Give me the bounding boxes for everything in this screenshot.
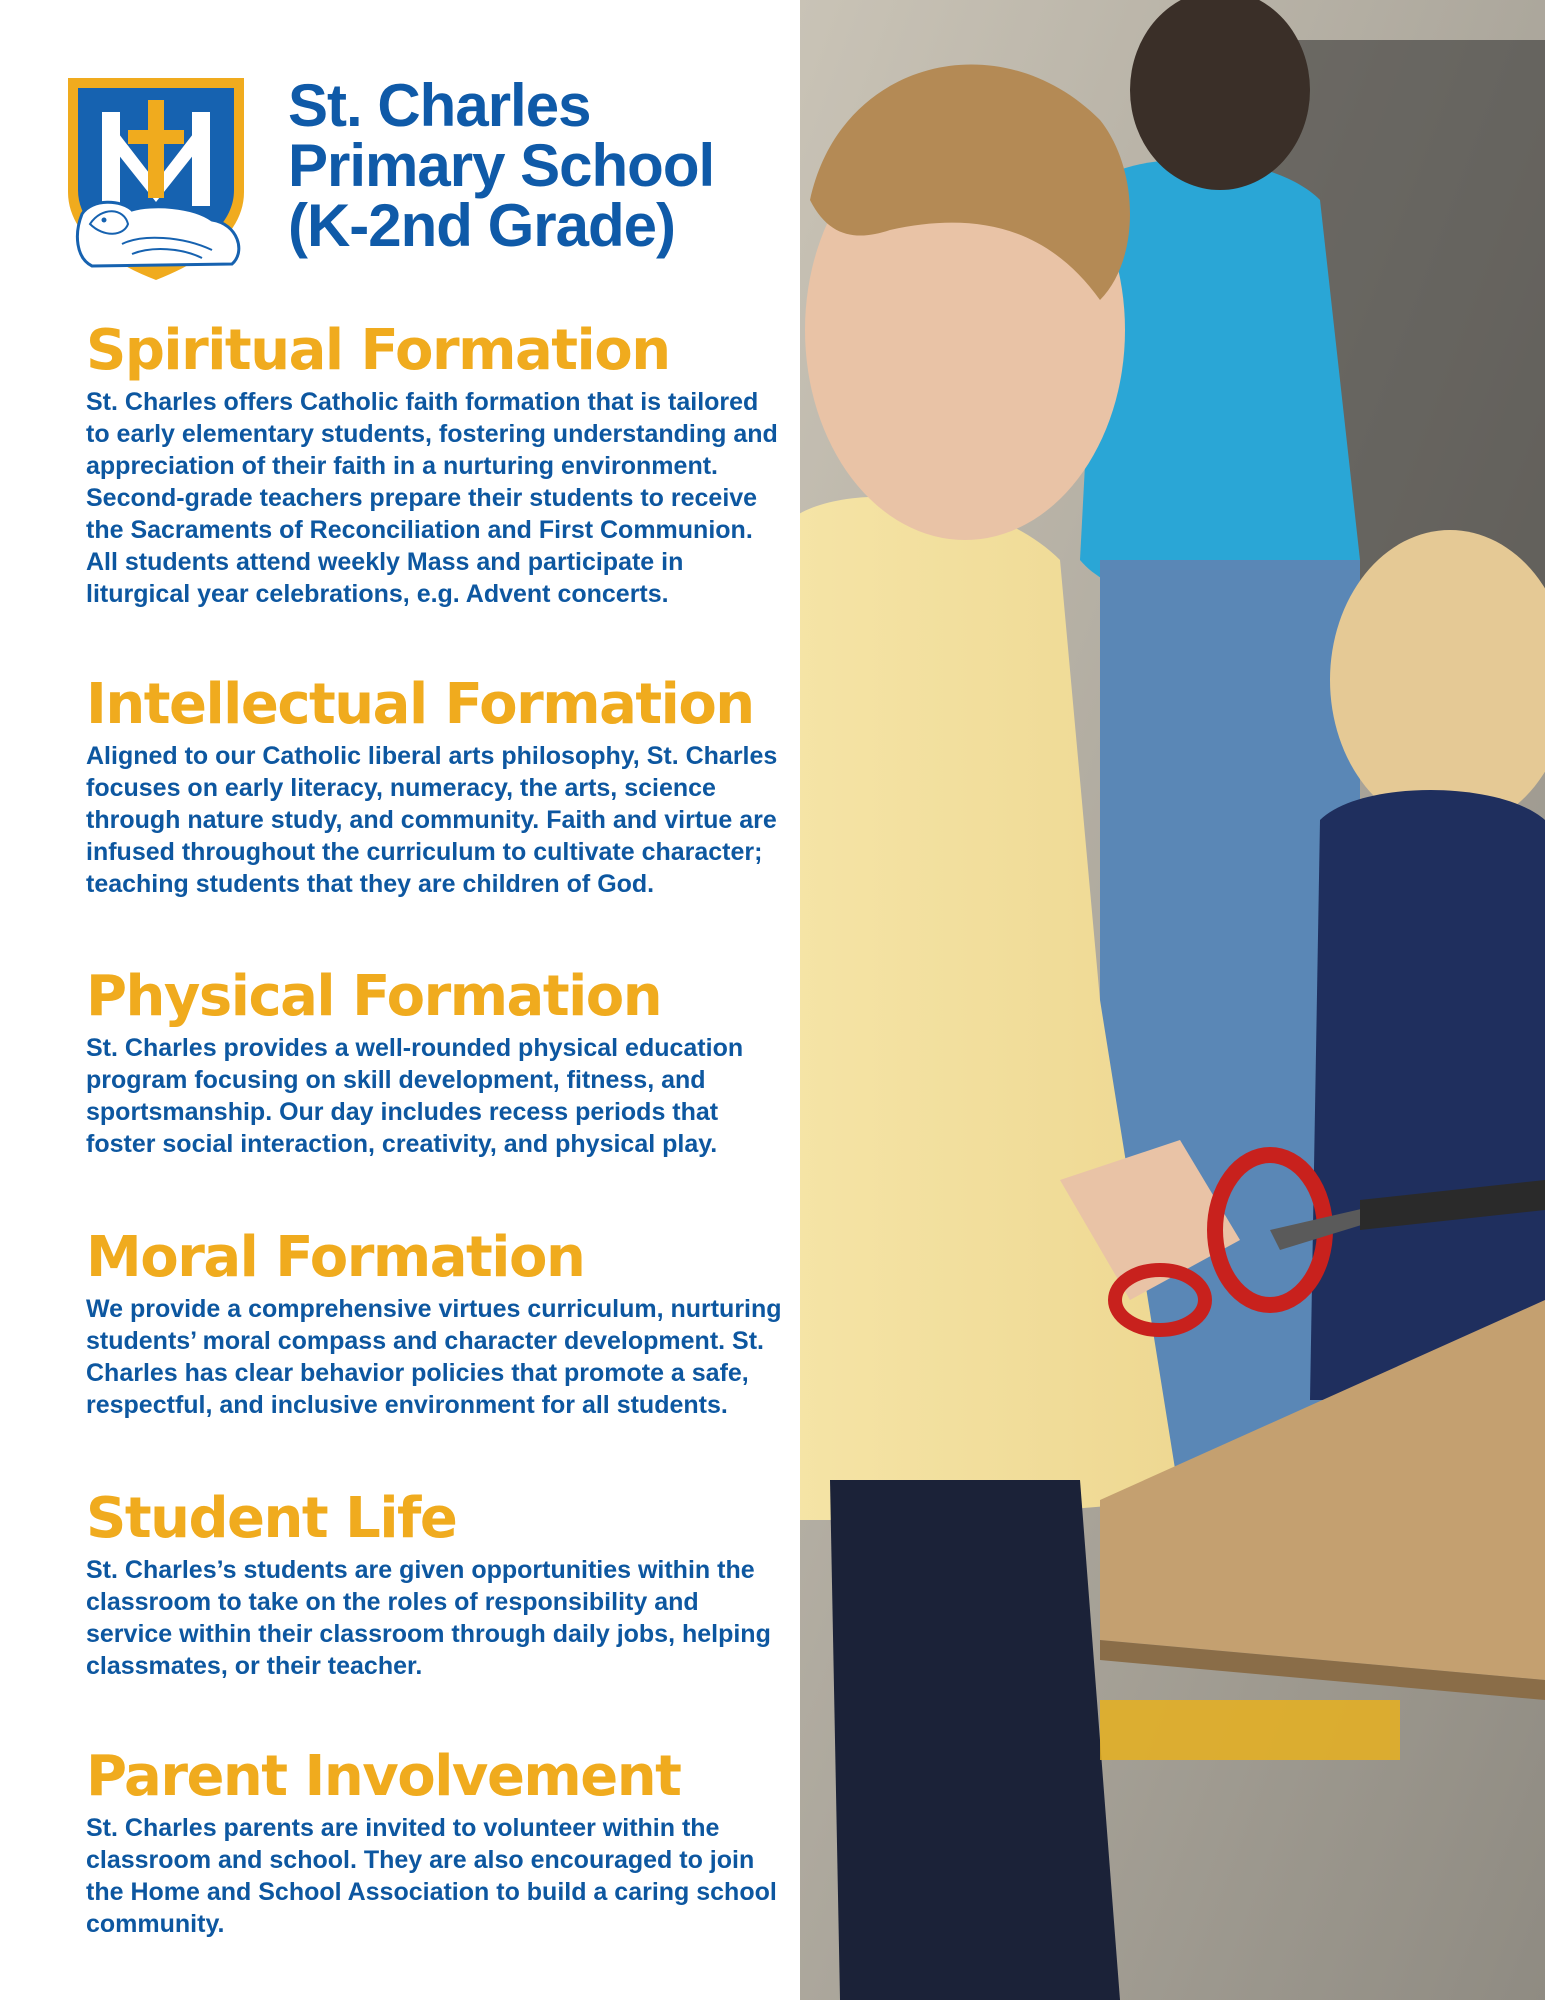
section-body: Aligned to our Catholic liberal arts philosophy, St. Charles focuses on early literacy, numeracy, the arts, science through nature study, and community. Faith and virtue are infused throughout the curriculum to cultivate character; teaching students that they are children of God. — [86, 742, 778, 898]
title-line: Primary School — [288, 132, 715, 199]
school-crest-icon — [62, 74, 250, 284]
section-heading: Intellectual Formation — [86, 672, 754, 737]
section-body: St. Charles offers Catholic faith formation that is tailored to early elementary students, fostering understanding and appreciation of their faith in a nurturing environment. Second-grade teachers prepare their students to receive the Sacraments of Reconciliation and First Communion. All students attend weekly Mass and participate in liturgical year celebrations, e.g. Advent concerts. — [86, 388, 778, 608]
section-body: We provide a comprehensive virtues curriculum, nurturing students’ moral compass and character development. St. Charles has clear behavior policies that promote a safe, respectful, and inclusive environment for all students. — [86, 1295, 782, 1419]
section-physical-formation — [86, 964, 786, 1160]
classroom-photo — [800, 0, 1545, 2000]
section-spiritual-formation — [86, 318, 786, 610]
section-moral-formation — [86, 1225, 786, 1421]
section-heading: Parent Involvement — [86, 1744, 681, 1809]
section-heading: Spiritual Formation — [86, 318, 670, 383]
section-heading: Student Life — [86, 1486, 457, 1551]
title-line: St. Charles — [288, 72, 591, 139]
section-heading: Moral Formation — [86, 1225, 585, 1290]
section-body: St. Charles provides a well-rounded physical education program focusing on skill development, fitness, and sportsmanship. Our day includes recess periods that foster social interaction, creativity, and physical play. — [86, 1034, 744, 1158]
section-body: St. Charles parents are invited to volunteer within the classroom and school. They are also encouraged to join the Home and School Association to build a caring school community. — [86, 1814, 777, 1938]
section-student-life — [86, 1486, 786, 1682]
section-heading: Physical Formation — [86, 964, 662, 1029]
section-intellectual-formation — [86, 672, 786, 900]
section-body: St. Charles’s students are given opportunities within the classroom to take on the roles of responsibility and service within their classroom through daily jobs, helping classmates, or their teacher. — [86, 1556, 771, 1680]
section-parent-involvement — [86, 1744, 786, 1940]
title-line: (K-2nd Grade) — [288, 192, 676, 259]
page-title — [288, 72, 788, 259]
